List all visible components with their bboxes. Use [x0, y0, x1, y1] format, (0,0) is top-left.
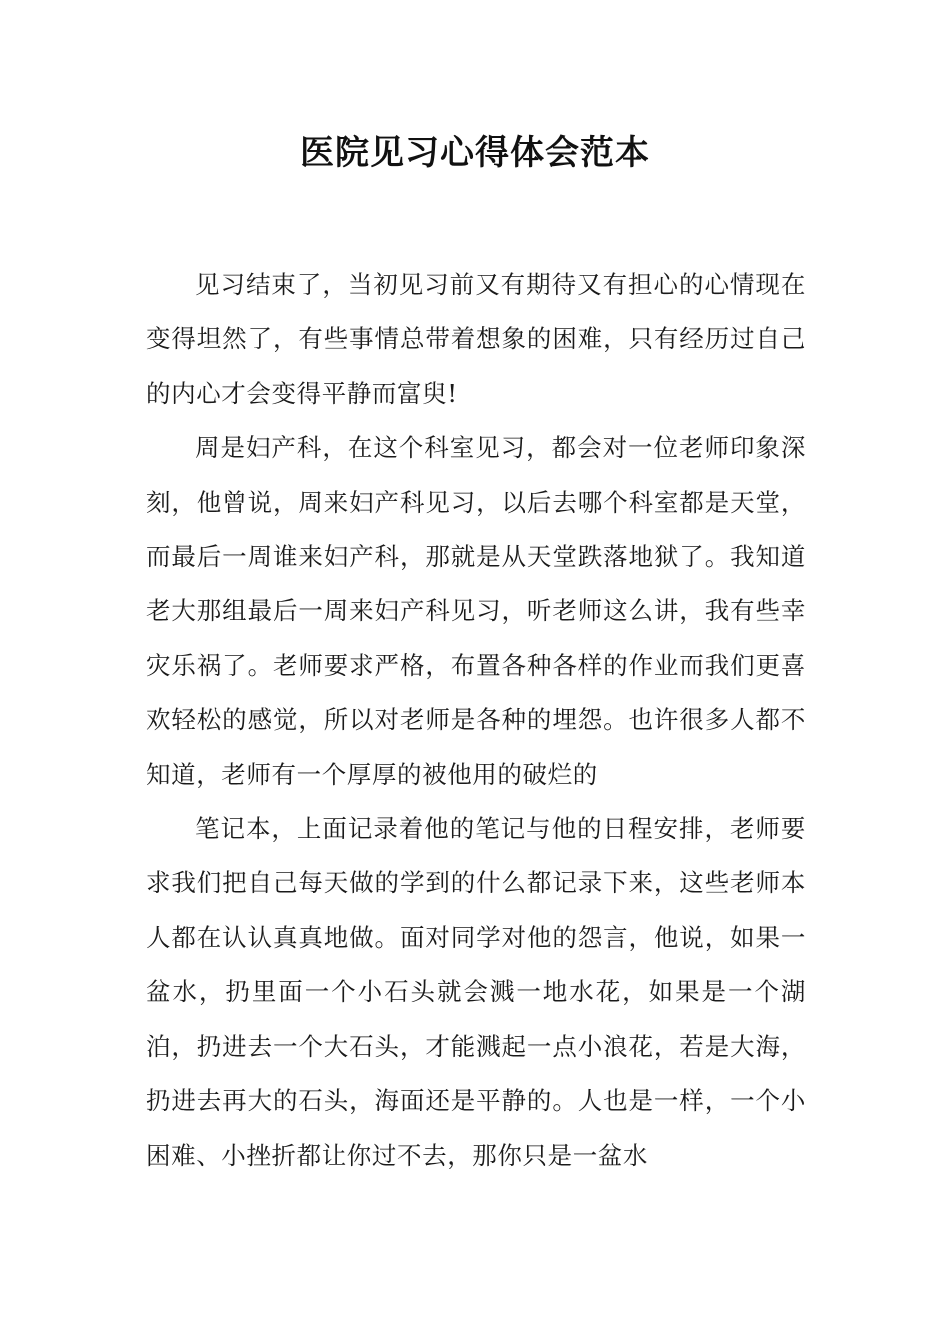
paragraph-3: 笔记本，上面记录着他的笔记与他的日程安排，老师要求我们把自己每天做的学到的什么都记录下来，这些老师本人都在认认真真地做。面对同学对他的怨言，他说，如果一盆水，扔里面一个小石头就会溅一地水花，如果是一个湖泊，扔进去一个大石头，才能溅起一点小浪花，若是大海，扔进去再大的石头，海面还是平静的。人也是一样，一个小困难、小挫折都让你过不去，那你只是一盆水 — [146, 814, 806, 1170]
document-body — [146, 258, 806, 1183]
document-title: 医院见习心得体会范本 — [300, 133, 650, 173]
paragraph-1: 见习结束了，当初见习前又有期待又有担心的心情现在变得坦然了，有些事情总带着想象的困难，只有经历过自己的内心才会变得平静而富臾! — [146, 270, 806, 408]
paragraph-2: 周是妇产科，在这个科室见习，都会对一位老师印象深刻，他曾说，周来妇产科见习，以后去哪个科室都是天堂，而最后一周谁来妇产科，那就是从天堂跌落地狱了。我知道老大那组最后一周来妇产科见习，听老师这么讲，我有些幸灾乐祸了。老师要求严格，布置各种各样的作业而我们更喜欢轻松的感觉，所以对老师是各种的埋怨。也许很多人都不知道，老师有一个厚厚的被他用的破烂的 — [146, 433, 806, 789]
